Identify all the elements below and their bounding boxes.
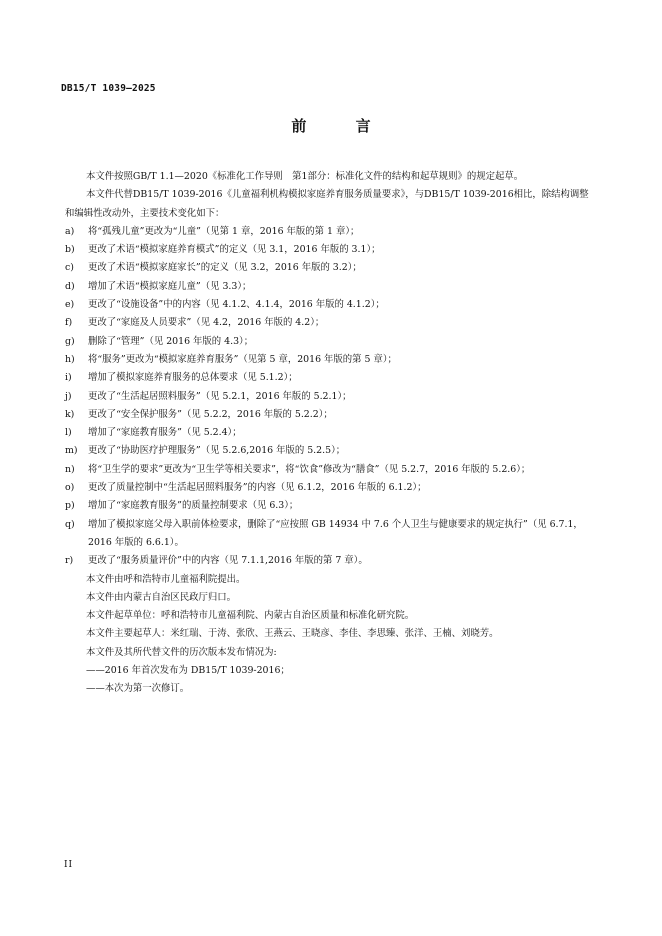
list-item: [65, 369, 595, 387]
list-marker: f): [65, 317, 73, 329]
list-marker: j): [65, 390, 72, 402]
list-text: 将“孤残儿童”更改为“儿童”（见第 1 章，2016 年版的第 1 章）；: [88, 225, 360, 237]
list-marker: d): [65, 280, 75, 292]
list-item: [65, 278, 595, 296]
list-text: 更改了“安全保护服务”（见 5.2.2，2016 年版的 5.2.2）；: [88, 408, 333, 420]
list-text: 更改了“家庭及人员要求”（见 4.2，2016 年版的 4.2）；: [88, 317, 325, 329]
list-item: [65, 333, 595, 351]
list-item: [65, 351, 595, 369]
list-item: [65, 461, 595, 479]
list-text: 更改了术语“模拟家庭家长”的定义（见 3.2，2016 年版的 3.2）；: [88, 262, 362, 274]
list-marker: i): [65, 372, 72, 384]
list-item: [65, 259, 595, 277]
list-marker: a): [65, 225, 75, 237]
list-item: [65, 223, 595, 241]
list-text: 更改了术语“模拟家庭养育模式”的定义（见 3.1，2016 年版的 3.1）；: [88, 244, 381, 256]
list-text: 增加了术语“模拟家庭儿童”（见 3.3）；: [88, 280, 252, 292]
list-item: [65, 516, 595, 553]
list-marker: c): [65, 262, 74, 274]
list-text: 将“卫生学的要求”更改为“卫生学等相关要求”，将“饮食”修改为“膳食”（见 5.2.7，2016 年版的 5.2.6）；: [88, 463, 531, 475]
list-item: [65, 497, 595, 515]
list-item: [65, 241, 595, 259]
page-number: II: [64, 860, 74, 870]
list-marker: e): [65, 299, 75, 311]
list-marker: q): [65, 518, 75, 530]
list-text: 更改了“服务质量评价”中的内容（见 7.1.1,2016 年版的第 7 章）。: [88, 555, 368, 567]
proposer-paragraph: 本文件由呼和浩特市儿童福利院提出。: [86, 573, 246, 585]
list-marker: l): [65, 427, 72, 439]
list-text: 增加了模拟家庭养育服务的总体要求（见 5.1.2）；: [88, 372, 298, 384]
list-text: 更改了质量控制中“生活起居照料服务”的内容（见 6.1.2，2016 年版的 6.1.2）；: [88, 482, 427, 494]
list-text: 将“服务”更改为“模拟家庭养育服务”（见第 5 章，2016 年版的第 5 章）；: [88, 353, 397, 365]
list-text: 删除了“管理”（见 2016 年版的 4.3）；: [88, 335, 254, 347]
list-text: 增加了模拟家庭父母入职前体检要求，删除了“应按照 GB 14934 中 7.6 个人卫生与健康要求的规定执行”（见 6.7.1，2016 年版的 6.6.1）。: [88, 518, 583, 548]
list-marker: n): [65, 463, 75, 475]
document-id: DB15/T 1039—2025: [61, 83, 156, 94]
history-intro-paragraph: 本文件及其所代替文件的历次版本发布情况为:: [86, 646, 277, 658]
list-marker: r): [65, 555, 74, 567]
list-item: [65, 388, 595, 406]
history-item: ——2016 年首次发布为 DB15/T 1039-2016；: [86, 665, 290, 677]
drafting-units-paragraph: 本文件起草单位：呼和浩特市儿童福利院、内蒙古自治区质量和标准化研究院。: [86, 610, 415, 622]
list-text: 增加了“家庭教育服务”（见 5.2.4）；: [88, 427, 242, 439]
list-text: 增加了“家庭教育服务”的质量控制要求（见 6.3）；: [88, 500, 299, 512]
change-list: [65, 223, 595, 571]
history-item: ——本次为第一次修订。: [86, 683, 190, 695]
list-item: [65, 442, 595, 460]
intro-paragraph: 本文件按照GB/T 1.1—2020《标准化工作导则 第1部分：标准化文件的结构和起草规则》的规定起草。: [86, 171, 524, 182]
list-marker: m): [65, 445, 78, 457]
administrator-paragraph: 本文件由内蒙古自治区民政厅归口。: [86, 591, 237, 603]
replacement-paragraph: 本文件代替DB15/T 1039-2016《儿童福利机构模拟家庭养育服务质量要求》，与DB15/T 1039-2016相比，除结构调整和编辑性改动外，主要技术变化如下：: [65, 189, 589, 219]
list-marker: g): [65, 335, 75, 347]
list-item: [65, 424, 595, 442]
list-item: [65, 314, 595, 332]
list-marker: o): [65, 482, 75, 494]
drafters-paragraph: 本文件主要起草人：米红瑞、于涛、张欣、王燕云、王晓彦、李佳、李思臻、张洋、王楠、刘晓芳。: [86, 628, 499, 640]
list-marker: b): [65, 244, 75, 256]
list-item: [65, 479, 595, 497]
list-marker: k): [65, 408, 75, 420]
foreword-body: [65, 168, 595, 699]
page-title: 前 言: [291, 117, 393, 135]
list-item: [65, 296, 595, 314]
list-item: [65, 406, 595, 424]
list-text: 更改了“生活起居照料服务”（见 5.2.1，2016 年版的 5.2.1）；: [88, 390, 352, 402]
list-text: 更改了“设施设备”中的内容（见 4.1.2、4.1.4，2016 年版的 4.1.2）；: [88, 299, 385, 311]
list-text: 更改了“协助医疗护理服务”（见 5.2.6,2016 年版的 5.2.5）；: [88, 445, 346, 457]
list-marker: p): [65, 500, 75, 512]
list-item: [65, 552, 595, 570]
list-marker: h): [65, 353, 75, 365]
